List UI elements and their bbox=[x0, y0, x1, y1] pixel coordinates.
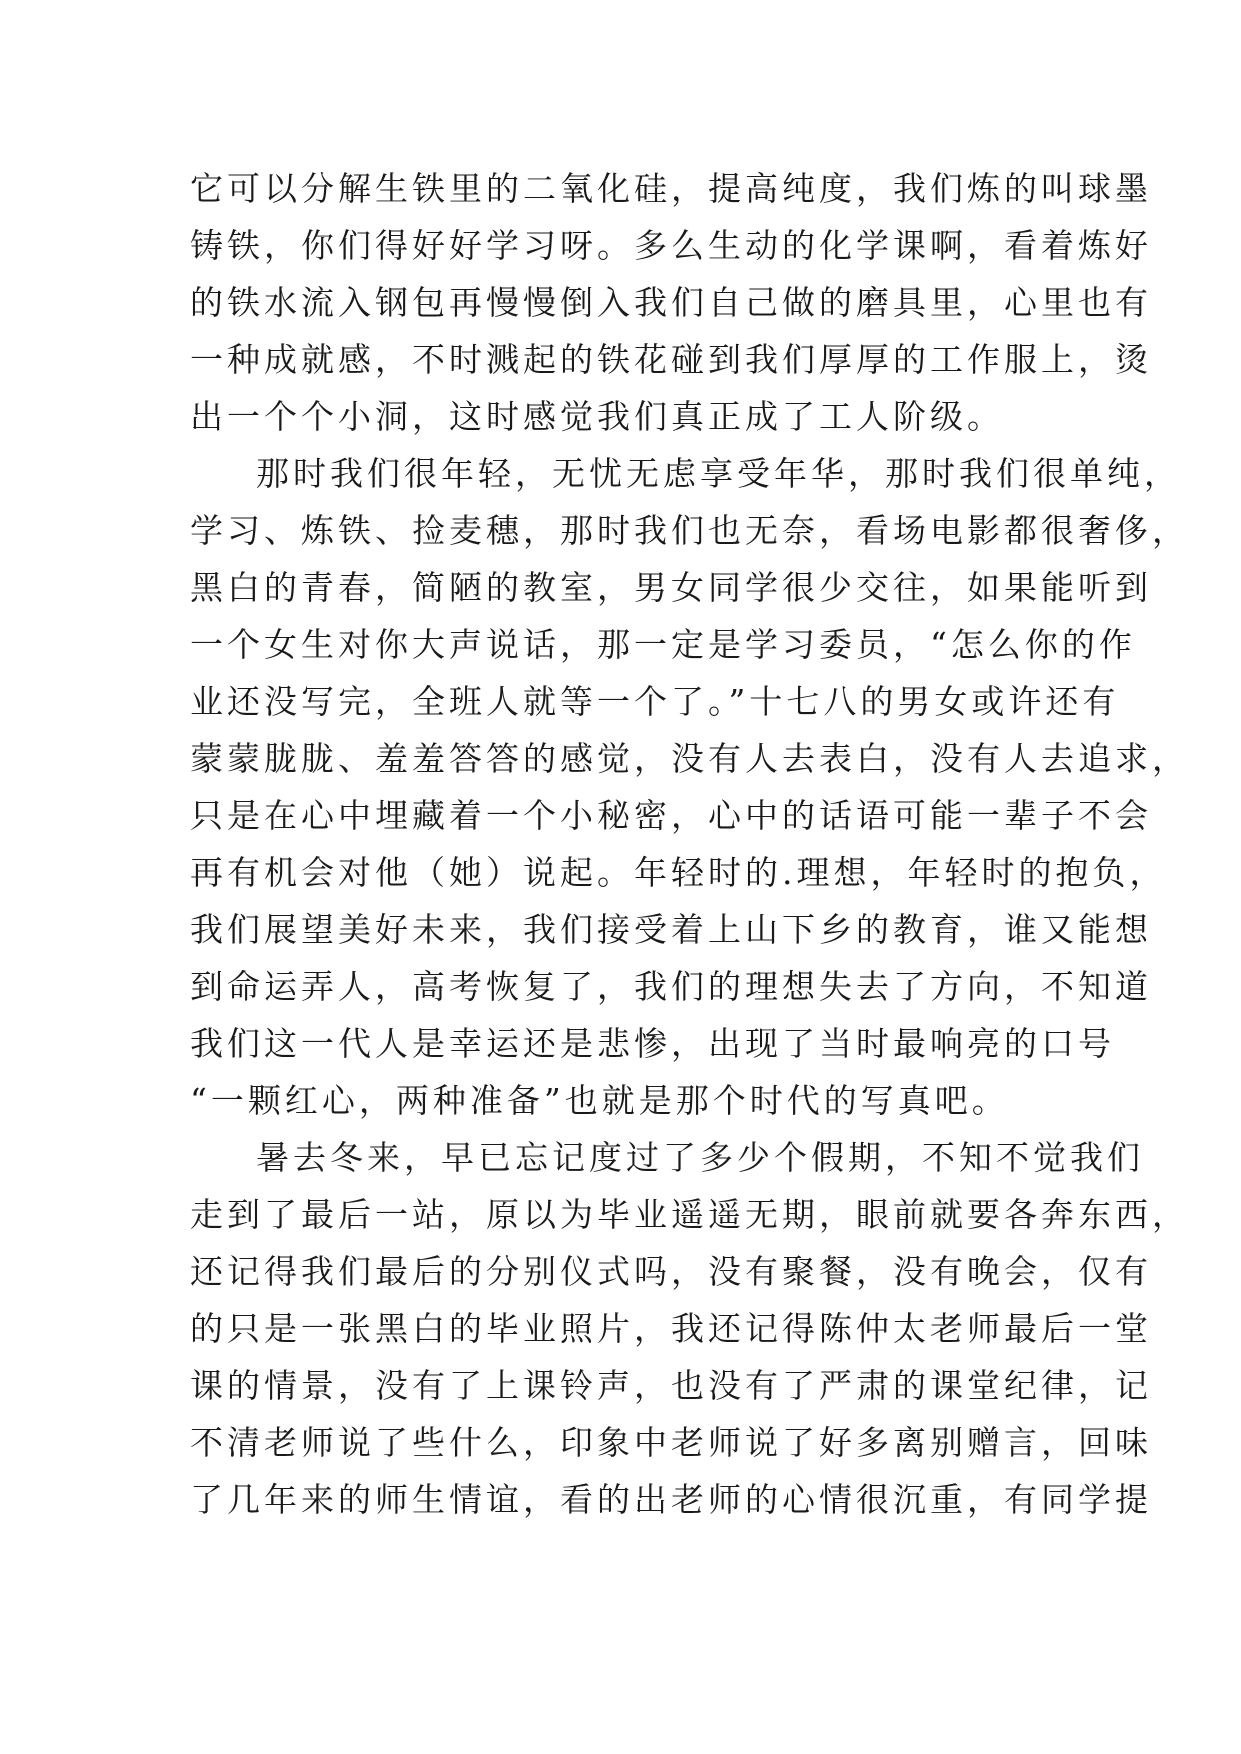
text-line: 走到了最后一站，原以为毕业遥遥无期，眼前就要各奔东西， bbox=[190, 1195, 1189, 1234]
text-line: 出一个个小洞，这时感觉我们真正成了工人阶级。 bbox=[190, 397, 1004, 436]
text-line: 再有机会对他（她）说起。年轻时的.理想，年轻时的抱负， bbox=[190, 853, 1167, 892]
text-line: 到命运弄人，高考恢复了，我们的理想失去了方向，不知道 bbox=[190, 967, 1152, 1006]
text-line: “一颗红心，两种准备”也就是那个时代的写真吧。 bbox=[190, 1081, 1009, 1120]
text-line: 暑去冬来，早已忘记度过了多少个假期，不知不觉我们 bbox=[256, 1138, 1144, 1177]
text-line: 我们这一代人是幸运还是悲惨，出现了当时最响亮的口号 bbox=[190, 1024, 1115, 1063]
text-line: 还记得我们最后的分别仪式吗，没有聚餐，没有晚会，仅有 bbox=[190, 1252, 1152, 1291]
body-text bbox=[190, 160, 1189, 1528]
text-line: 蒙蒙胧胧、羞羞答答的感觉，没有人去表白，没有人去追求， bbox=[190, 739, 1189, 778]
text-line: 它可以分解生铁里的二氧化硅，提高纯度，我们炼的叫球墨 bbox=[190, 169, 1152, 208]
text-line: 黑白的青春，简陋的教室，男女同学很少交往，如果能听到 bbox=[190, 568, 1152, 607]
text-line: 业还没写完，全班人就等一个了。”十七八的男女或许还有 bbox=[190, 682, 1120, 721]
text-line: 不清老师说了些什么，印象中老师说了好多离别赠言，回味 bbox=[190, 1423, 1152, 1462]
text-line: 我们展望美好未来，我们接受着上山下乡的教育，谁又能想 bbox=[190, 910, 1152, 949]
text-line: 课的情景，没有了上课铃声，也没有了严肃的课堂纪律，记 bbox=[190, 1366, 1152, 1405]
text-line: 只是在心中埋藏着一个小秘密，心中的话语可能一辈子不会 bbox=[190, 796, 1152, 835]
text-line: 铸铁，你们得好好学习呀。多么生动的化学课啊，看着炼好 bbox=[190, 226, 1152, 265]
text-line: 一个女生对你大声说话，那一定是学习委员，“怎么你的作 bbox=[190, 625, 1136, 664]
text-line: 学习、炼铁、捡麦穗，那时我们也无奈，看场电影都很奢侈， bbox=[190, 511, 1189, 550]
text-line: 的只是一张黑白的毕业照片，我还记得陈仲太老师最后一堂 bbox=[190, 1309, 1152, 1348]
text-line: 一种成就感，不时溅起的铁花碰到我们厚厚的工作服上，烫 bbox=[190, 340, 1152, 379]
text-line: 那时我们很年轻，无忧无虑享受年华，那时我们很单纯， bbox=[256, 454, 1181, 493]
text-line: 了几年来的师生情谊，看的出老师的心情很沉重，有同学提 bbox=[190, 1480, 1152, 1519]
text-line: 的铁水流入钢包再慢慢倒入我们自己做的磨具里，心里也有 bbox=[190, 283, 1152, 322]
